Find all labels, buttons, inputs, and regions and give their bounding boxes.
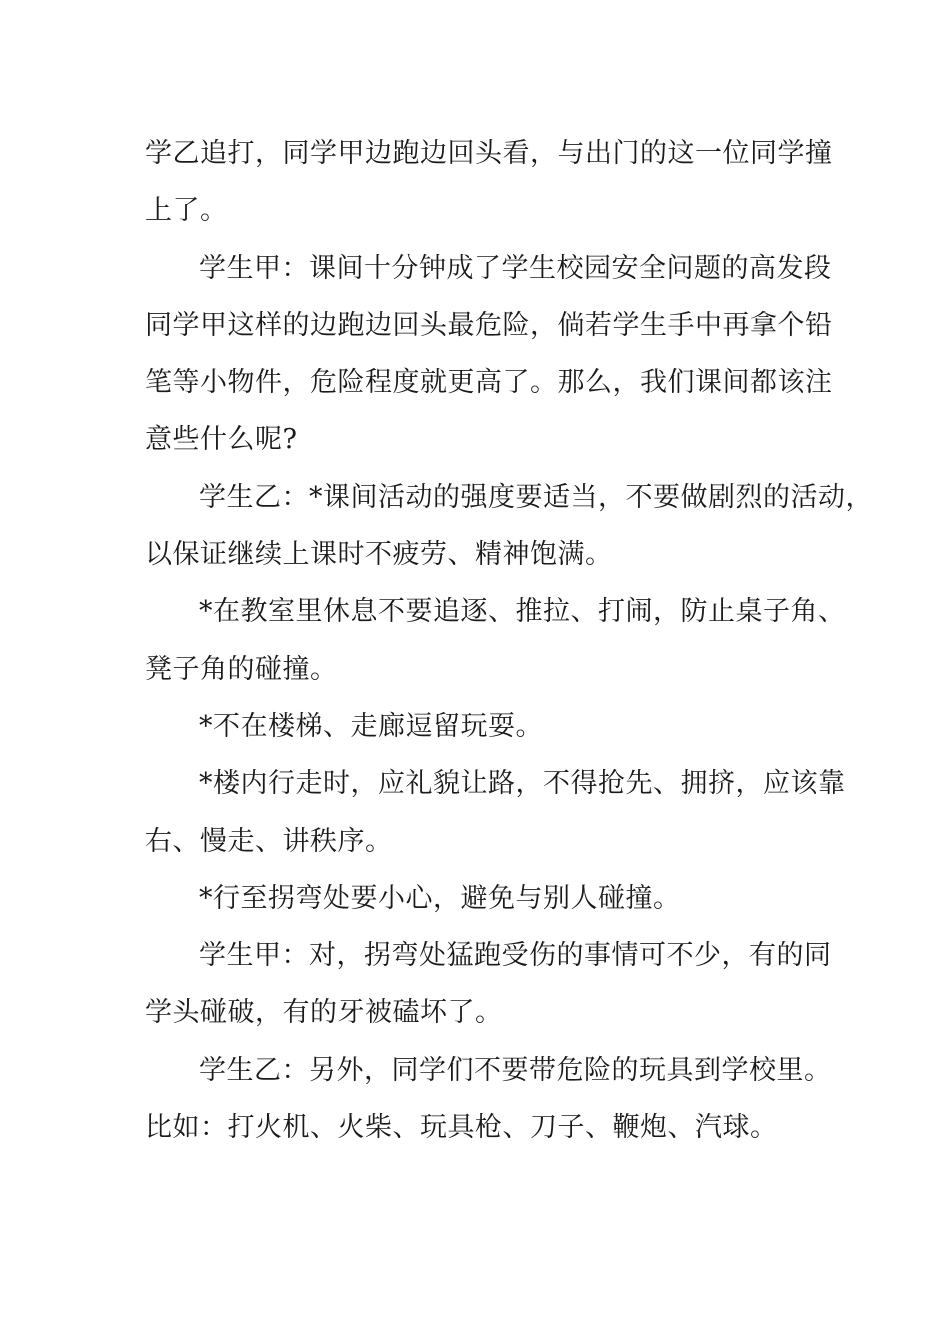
body-text (145, 125, 873, 1156)
text-line: *在教室里休息不要追逐、推拉、打闹，防止桌子角、 (199, 596, 846, 628)
text-line: 学生甲：课间十分钟成了学生校园安全问题的高发段 (199, 252, 832, 284)
text-line: 凳子角的碰撞。 (145, 653, 338, 685)
text-line: 上了。 (145, 195, 228, 227)
text-line: *楼内行走时，应礼貌让路，不得抢先、拥挤，应该靠 (199, 768, 846, 800)
text-line: 以保证继续上课时不疲劳、精神饱满。 (145, 539, 613, 571)
text-line: 比如：打火机、火柴、玩具枪、刀子、鞭炮、汽球。 (145, 1112, 778, 1144)
text-line: 学头碰破，有的牙被磕坏了。 (145, 997, 503, 1029)
text-line: 学生乙：*课间活动的强度要适当，不要做剧烈的活动， (199, 481, 873, 513)
text-line: 学生甲：对，拐弯处猛跑受伤的事情可不少，有的同 (199, 940, 832, 972)
text-line: 笔等小物件，危险程度就更高了。那么，我们课间都该注 (145, 367, 833, 399)
text-line: 右、慢走、讲秩序。 (145, 825, 393, 857)
text-line: 学生乙：另外，同学们不要带危险的玩具到学校里。 (199, 1054, 832, 1086)
text-line: *不在楼梯、走廊逗留玩耍。 (199, 710, 543, 742)
text-line: 学乙追打，同学甲边跑边回头看，与出门的这一位同学撞 (145, 138, 833, 169)
text-line: 同学甲这样的边跑边回头最危险，倘若学生手中再拿个铅 (145, 309, 833, 341)
text-line: 意些什么呢? (145, 424, 298, 456)
text-line: *行至拐弯处要小心，避免与别人碰撞。 (199, 882, 681, 914)
